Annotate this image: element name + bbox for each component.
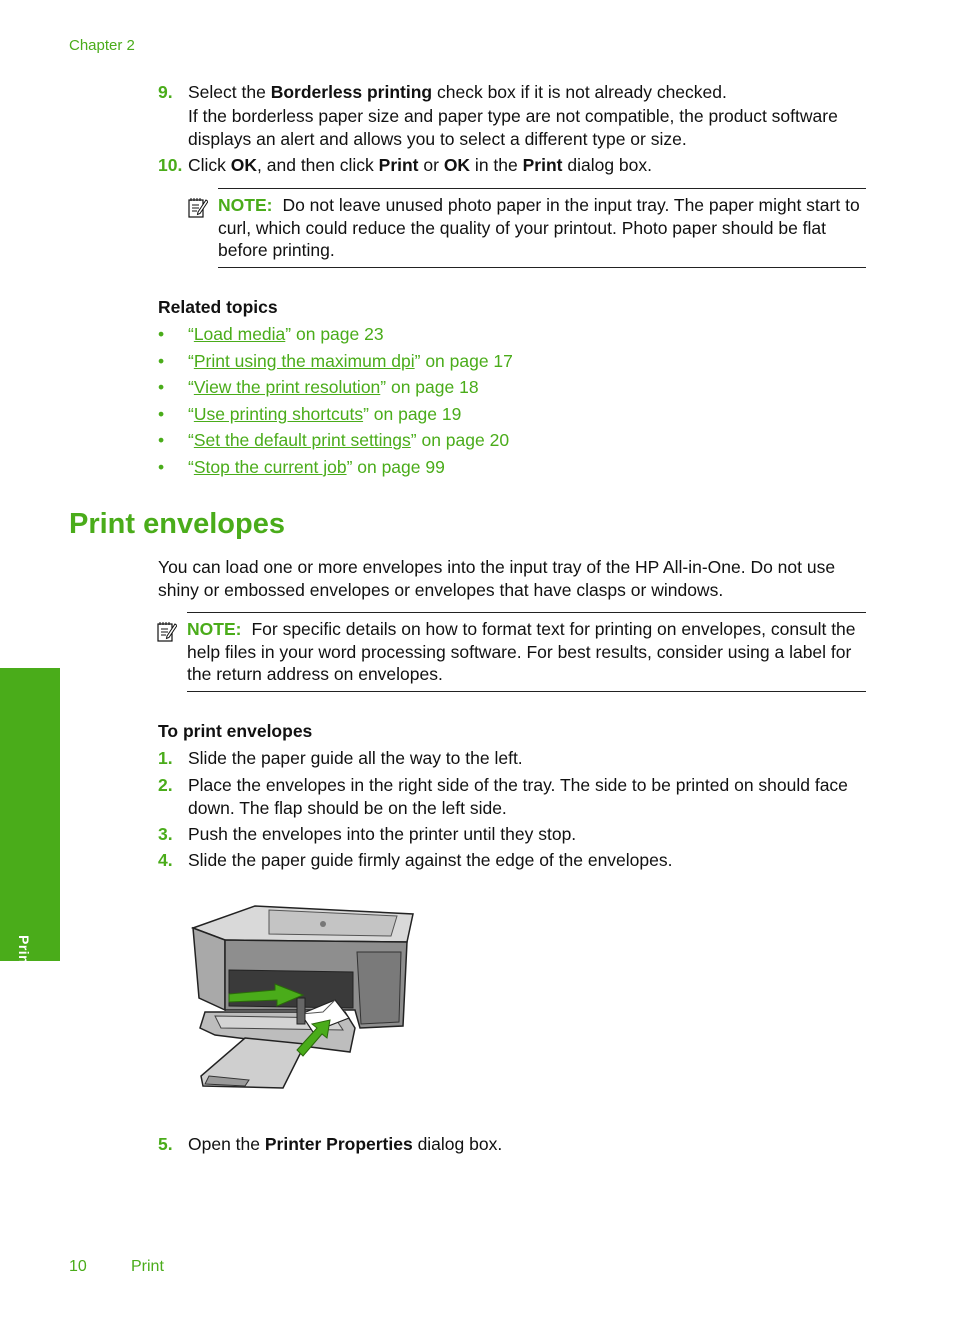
text-run-bold: OK [230, 155, 258, 175]
list-item: • “Load media” on page 23 [158, 324, 384, 344]
procedure-step [158, 849, 866, 872]
procedure-heading: To print envelopes [158, 721, 313, 741]
footer-section-name: Print [131, 1258, 164, 1275]
related-link-load-media[interactable]: Load media [193, 324, 286, 344]
bullet: • [158, 403, 165, 424]
text-run: dialog box. [412, 1134, 503, 1154]
related-link-stop-job[interactable]: Stop the current job [193, 456, 347, 477]
list-item: • “View the print resolution” on page 18 [158, 377, 479, 398]
bullet: • [158, 350, 165, 371]
link-suffix: ” on page 23 [285, 324, 384, 344]
note-box [187, 612, 866, 692]
note-box [218, 188, 866, 268]
related-link-max-dpi[interactable]: Print using the maximum dpi [193, 350, 415, 371]
step-number: 4. [158, 850, 173, 870]
side-tab [0, 668, 60, 961]
note-label: NOTE: [218, 195, 273, 215]
link-suffix: ” on page 19 [363, 403, 462, 424]
text-run: in the [470, 155, 523, 175]
step-number: 5. [158, 1134, 173, 1154]
list-item: • “Set the default print settings” on page 20 [158, 430, 510, 451]
text-run: dialog box. [562, 155, 652, 175]
section-title: Print envelopes [69, 508, 285, 540]
step-number: 10. [158, 155, 183, 175]
text-run: check box if it is not already checked. [432, 82, 727, 102]
related-topics-heading: Related topics [158, 297, 278, 317]
step-9 [158, 81, 866, 151]
bullet: • [158, 377, 165, 398]
note-text [218, 189, 866, 267]
text-run: or [418, 155, 444, 175]
note-pencil-icon [157, 621, 177, 643]
step-text: Place the envelopes in the right side of the tray. The side to be printed on should face down. The flap should be on the left side. [188, 775, 848, 818]
step-text [188, 81, 866, 104]
step-10 [158, 154, 866, 177]
list-item: • “Stop the current job” on page 99 [158, 456, 445, 477]
step-number: 2. [158, 775, 173, 795]
link-suffix: ” on page 99 [346, 456, 445, 477]
step-text [188, 1133, 866, 1156]
related-link-print-resolution[interactable]: View the print resolution [193, 377, 381, 398]
related-link-default-settings[interactable]: Set the default print settings [193, 430, 411, 451]
step-text: Push the envelopes into the printer until they stop. [188, 824, 577, 844]
text-run-bold: Print [522, 155, 563, 175]
step-text [188, 154, 866, 177]
chapter-header: Chapter 2 [69, 37, 135, 54]
step-number: 3. [158, 824, 173, 844]
procedure-step [158, 823, 866, 846]
step-number: 1. [158, 748, 173, 768]
note-body: Do not leave unused photo paper in the input tray. The paper might start to curl, which could reduce the quality of your printout. Photo paper should be flat before printing. [218, 195, 860, 260]
text-run-bold: Print [378, 155, 419, 175]
note-label: NOTE: [187, 619, 242, 639]
procedure-step [158, 774, 866, 820]
printer-envelope-illustration [185, 900, 420, 1100]
note-pencil-icon [188, 197, 208, 219]
bullet: • [158, 324, 165, 344]
text-run-bold: Printer Properties [264, 1134, 413, 1154]
step-number: 9. [158, 82, 173, 102]
link-suffix: ” on page 18 [380, 377, 479, 398]
section-intro: You can load one or more envelopes into the input tray of the HP All-in-One. Do not use shiny or embossed envelopes or envelopes that have clasps or windows. [158, 557, 836, 600]
note-text [187, 613, 866, 691]
procedure-step [158, 747, 866, 770]
link-suffix: ” on page 20 [410, 430, 510, 451]
text-run: Select the [188, 82, 271, 102]
list-item: • “Use printing shortcuts” on page 19 [158, 403, 462, 424]
related-topics-list [158, 323, 513, 483]
procedure-step-5 [158, 1133, 866, 1156]
text-run: , and then click [257, 155, 379, 175]
step-extra-text: If the borderless paper size and paper type are not compatible, the product software displays an alert and allows you to select a different type or size. [188, 106, 838, 149]
related-link-printing-shortcuts[interactable]: Use printing shortcuts [193, 403, 364, 424]
bullet: • [158, 430, 165, 451]
bullet: • [158, 456, 165, 477]
text-run-bold: OK [443, 155, 471, 175]
note-body: For specific details on how to format text for printing on envelopes, consult the help files in your word processing software. For best results, consider using a label for the return address on envelopes. [187, 619, 856, 684]
footer-page-number: 10 [69, 1258, 87, 1275]
step-text: Slide the paper guide firmly against the edge of the envelopes. [188, 850, 673, 870]
text-run: Open the [188, 1134, 265, 1154]
side-tab-label: Print [16, 935, 32, 970]
text-run: Click [188, 155, 231, 175]
link-suffix: ” on page 17 [414, 350, 513, 371]
text-run-bold: Borderless printing [270, 82, 433, 102]
step-text: Slide the paper guide all the way to the left. [188, 748, 523, 768]
list-item: • “Print using the maximum dpi” on page 17 [158, 350, 513, 371]
